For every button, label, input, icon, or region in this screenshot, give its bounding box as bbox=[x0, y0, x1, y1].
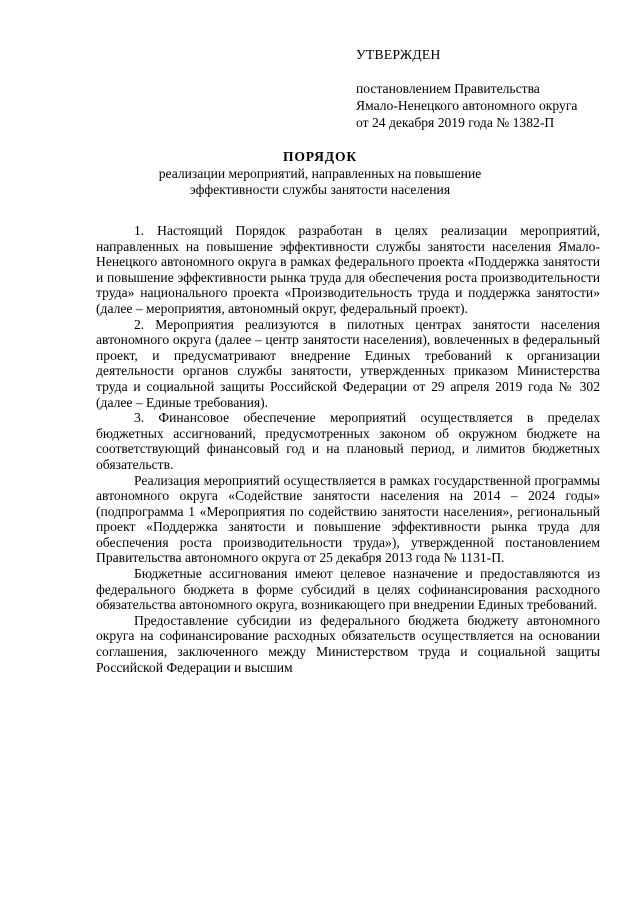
approval-stamp: УТВЕРЖДЕН bbox=[356, 47, 441, 62]
paragraph: 3. Финансовое обеспечение мероприятий осуществляется в пределах бюджетных ассигнований, предусмотренных законом об окружном бюджете на соответствующий финансовый год и на плановый период, и лимитов бюджетных обязательств. bbox=[96, 410, 600, 472]
paragraph: Бюджетные ассигнования имеют целевое назначение и предоставляются из федерального бюджета в форме субсидий в целях софинансирования расходного обязательства автономного округа, возникающего при внедрении Единых требований. bbox=[96, 566, 600, 613]
paragraph: Предоставление субсидии из федерального бюджета бюджету автономного округа на софинансирование расходных обязательств осуществляется на основании соглашения, заключенного между Министерством труда и социальной защиты Российской Федерации и высшим bbox=[96, 612, 600, 675]
approval-block bbox=[356, 46, 577, 131]
document-heading bbox=[0, 149, 640, 198]
document-body bbox=[96, 223, 600, 675]
paragraph: 1. Настоящий Порядок разработан в целях реализации мероприятий, направленных на повышение эффективности службы занятости населения Ямало-Ненецкого автономного округа в рамках федерального проекта «Поддержка занятости и повышение эффективности рынка труда для обеспечения роста производительности труда» национального проекта «Производительность труда и поддержка занятости» (далее – мероприятия, автономный округ, федеральный проект). bbox=[96, 223, 600, 316]
paragraph: 2. Мероприятия реализуются в пилотных центрах занятости населения автономного округа (далее – центр занятости населения), вовлеченных в федеральный проект, и предусматривают внедрение Единых требований к организации деятельности органов службы занятости, утвержденных приказом Министерства труда и социальной защиты Российской Федерации от 29 апреля 2019 года № 302 (далее – Единые требования). bbox=[96, 316, 600, 410]
document-title: ПОРЯДОК bbox=[283, 149, 357, 164]
document-subtitle-line-1: реализации мероприятий, направленных на повышение bbox=[158, 166, 482, 181]
document-subtitle-line-2: эффективности службы занятости населения bbox=[189, 182, 451, 197]
approval-line-3: от 24 декабря 2019 года № 1382-П bbox=[356, 115, 555, 130]
approval-line-1: постановлением Правительства bbox=[356, 81, 540, 96]
approval-line-2: Ямало-Ненецкого автономного округа bbox=[356, 98, 578, 113]
paragraph: Реализация мероприятий осуществляется в рамках государственной программы автономного округа «Содействие занятости населения на 2014 – 2024 годы» (подпрограмма 1 «Мероприятия по содействию занятости населения», региональный проект «Поддержка занятости и повышение эффективности рынка труда для обеспечения роста производительности труда»), утвержденной постановлением Правительства автономного округа от 25 декабря 2013 года № 1131-П. bbox=[96, 472, 600, 566]
